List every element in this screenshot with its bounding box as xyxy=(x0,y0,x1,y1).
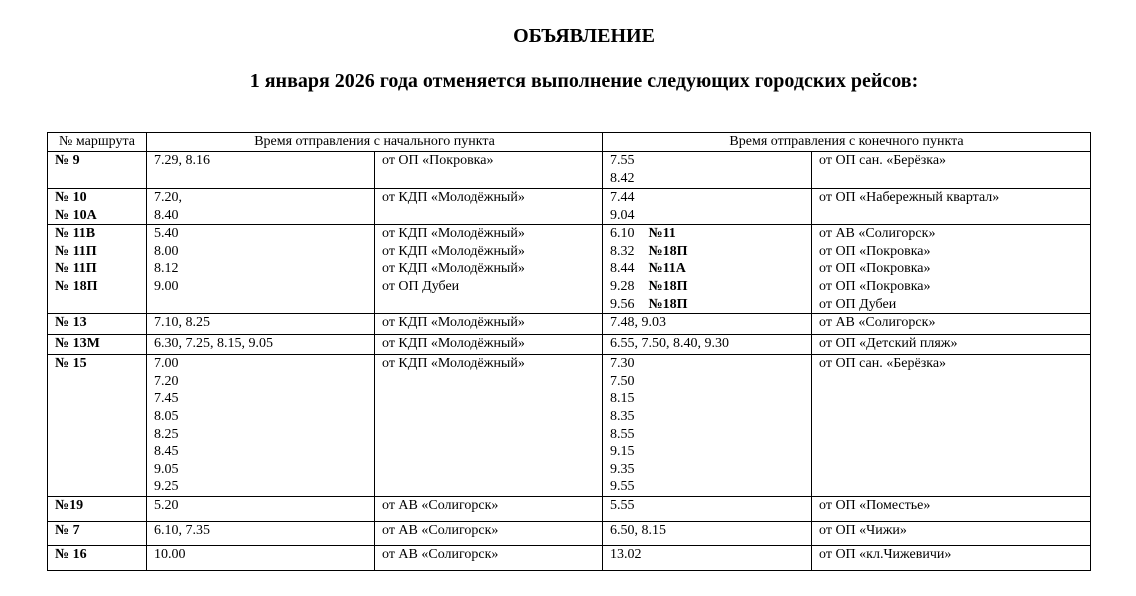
start-stop-cell xyxy=(375,546,603,571)
table-row xyxy=(48,189,1091,225)
route-cell xyxy=(48,355,147,497)
start-times-cell xyxy=(147,314,375,335)
return-time-line xyxy=(610,260,811,278)
departure-stop: от КДП «Молодёжный» xyxy=(382,226,525,242)
departure-stop: от КДП «Молодёжный» xyxy=(382,261,525,277)
route-number: № 10А xyxy=(55,207,97,223)
route-cell xyxy=(48,225,147,314)
route-number: № 11В xyxy=(55,226,96,242)
return-time: 9.56 xyxy=(610,296,635,312)
start-stop-cell xyxy=(375,335,603,355)
departure-stop: от КДП «Молодёжный» xyxy=(382,190,525,205)
route-number: № 13М xyxy=(55,336,100,352)
return-time: 7.44 xyxy=(610,190,635,205)
departure-time: 7.10, 8.25 xyxy=(154,315,210,331)
return-stop: от ОП сан. «Берёзка» xyxy=(819,153,947,168)
table-row xyxy=(48,335,1091,355)
departure-time: 9.00 xyxy=(154,278,179,294)
end-times-cell xyxy=(603,314,812,335)
end-times-cell xyxy=(603,152,812,189)
header-route: № маршрута xyxy=(48,133,147,152)
page-title: ОБЪЯВЛЕНИЕ xyxy=(513,25,655,47)
departure-time: 10.00 xyxy=(154,547,186,563)
route-number: №19 xyxy=(55,498,84,514)
departure-stop: от КДП «Молодёжный» xyxy=(382,336,525,352)
return-time: 9.15 xyxy=(610,444,635,460)
table-row xyxy=(48,225,1091,314)
return-time-line xyxy=(610,373,811,391)
return-time-line xyxy=(610,461,811,479)
return-stop: от АВ «Солигорск» xyxy=(819,226,936,242)
return-time-line xyxy=(610,170,811,188)
return-time: 6.50, 8.15 xyxy=(610,523,667,539)
return-time-line xyxy=(610,390,811,408)
return-time: 8.55 xyxy=(610,426,635,442)
end-times-cell xyxy=(603,335,812,355)
return-route-number: №11 xyxy=(648,226,676,242)
start-stop-cell xyxy=(375,152,603,189)
route-number: № 7 xyxy=(55,523,80,539)
return-time-line xyxy=(610,278,811,296)
start-stop-cell xyxy=(375,225,603,314)
return-time-line xyxy=(610,243,811,261)
route-number: № 16 xyxy=(55,547,87,563)
start-stop-cell xyxy=(375,497,603,522)
return-time: 8.35 xyxy=(610,408,635,424)
return-stop: от ОП «Покровка» xyxy=(819,261,931,277)
return-stop: от ОП «Набережный квартал» xyxy=(819,190,1000,205)
route-cell xyxy=(48,335,147,355)
route-number: № 15 xyxy=(55,356,87,372)
end-stop-cell xyxy=(812,546,1091,571)
return-time: 9.28 xyxy=(610,278,635,294)
return-time-line xyxy=(610,478,811,496)
route-number: № 13 xyxy=(55,315,87,331)
end-times-cell xyxy=(603,497,812,522)
end-stop-cell xyxy=(812,522,1091,546)
return-stop: от ОП «Поместье» xyxy=(819,498,931,514)
return-time-line xyxy=(610,314,811,332)
return-time: 9.04 xyxy=(610,207,635,223)
departure-time: 7.45 xyxy=(154,391,179,407)
departure-time: 9.05 xyxy=(154,461,179,477)
return-time: 8.15 xyxy=(610,391,635,407)
end-times-cell xyxy=(603,355,812,497)
start-stop-cell xyxy=(375,355,603,497)
route-number: № 18П xyxy=(55,278,98,294)
departure-stop: от АВ «Солигорск» xyxy=(382,547,499,563)
return-time: 13.02 xyxy=(610,547,642,563)
start-times-cell xyxy=(147,522,375,546)
return-time: 9.35 xyxy=(610,461,635,477)
page-subtitle: 1 января 2026 года отменяется выполнение следующих городских рейсов: xyxy=(249,70,919,92)
departure-time: 7.20, xyxy=(154,190,182,205)
start-stop-cell xyxy=(375,314,603,335)
return-route-number: №18П xyxy=(648,278,688,294)
route-cell xyxy=(48,152,147,189)
departure-time: 8.40 xyxy=(154,207,179,223)
departure-time: 7.29, 8.16 xyxy=(154,153,210,168)
start-times-cell xyxy=(147,335,375,355)
start-times-cell xyxy=(147,546,375,571)
route-cell xyxy=(48,314,147,335)
start-times-cell xyxy=(147,152,375,189)
return-time-line xyxy=(610,408,811,426)
route-cell xyxy=(48,497,147,522)
return-stop: от ОП сан. «Берёзка» xyxy=(819,356,947,372)
return-stop: от АВ «Солигорск» xyxy=(819,315,936,331)
departure-stop: от АВ «Солигорск» xyxy=(382,523,499,539)
departure-time: 8.00 xyxy=(154,243,179,259)
start-stop-cell xyxy=(375,189,603,225)
end-stop-cell xyxy=(812,152,1091,189)
table-row xyxy=(48,522,1091,546)
end-times-cell xyxy=(603,225,812,314)
table-header-row xyxy=(48,133,1091,152)
return-time: 7.30 xyxy=(610,356,635,372)
start-times-cell xyxy=(147,497,375,522)
return-time: 9.55 xyxy=(610,479,635,495)
return-time: 7.48, 9.03 xyxy=(610,315,667,331)
return-stop: от ОП «Покровка» xyxy=(819,243,931,259)
table-row xyxy=(48,355,1091,497)
end-times-cell xyxy=(603,546,812,571)
header-end: Время отправления с конечного пункта xyxy=(603,133,1091,152)
end-stop-cell xyxy=(812,355,1091,497)
table-row xyxy=(48,314,1091,335)
end-stop-cell xyxy=(812,314,1091,335)
departure-stop: от ОП «Покровка» xyxy=(382,153,494,168)
return-route-number: №18П xyxy=(648,296,688,312)
end-times-cell xyxy=(603,189,812,225)
table-row xyxy=(48,546,1091,571)
return-time-line xyxy=(610,443,811,461)
schedule-table xyxy=(47,132,1091,571)
return-time: 7.50 xyxy=(610,373,635,389)
departure-time: 5.20 xyxy=(154,498,179,514)
departure-stop: от ОП Дубеи xyxy=(382,278,460,294)
header-start: Время отправления с начального пункта xyxy=(147,133,603,152)
route-cell xyxy=(48,546,147,571)
table-row xyxy=(48,152,1091,189)
route-number: № 10 xyxy=(55,190,87,205)
return-time-line xyxy=(610,522,811,540)
return-time-line xyxy=(610,152,811,170)
return-time: 5.55 xyxy=(610,498,635,514)
route-cell xyxy=(48,522,147,546)
return-stop: от ОП «Покровка» xyxy=(819,278,931,294)
departure-time: 5.40 xyxy=(154,226,179,242)
departure-time: 6.30, 7.25, 8.15, 9.05 xyxy=(154,336,273,352)
end-stop-cell xyxy=(812,335,1091,355)
return-time-line xyxy=(610,355,811,373)
return-time: 6.10 xyxy=(610,226,635,242)
return-time-line xyxy=(610,497,811,515)
return-stop: от ОП «Чижи» xyxy=(819,523,907,539)
return-route-number: №18П xyxy=(648,243,688,259)
return-time-line xyxy=(610,296,811,314)
return-time: 6.55, 7.50, 8.40, 9.30 xyxy=(610,336,730,352)
departure-time: 7.20 xyxy=(154,373,179,389)
departure-time: 8.45 xyxy=(154,444,179,460)
return-time-line xyxy=(610,189,811,207)
return-stop: от ОП Дубеи xyxy=(819,296,897,312)
start-stop-cell xyxy=(375,522,603,546)
return-time-line xyxy=(610,426,811,444)
route-number: № 9 xyxy=(55,153,80,168)
table-row xyxy=(48,497,1091,522)
return-stop: от ОП «Детский пляж» xyxy=(819,336,958,352)
return-time-line xyxy=(610,207,811,225)
return-time: 7.55 xyxy=(610,153,635,168)
route-number: № 11П xyxy=(55,243,97,259)
start-times-cell xyxy=(147,225,375,314)
return-time-line xyxy=(610,546,811,564)
departure-time: 8.05 xyxy=(154,408,179,424)
departure-stop: от АВ «Солигорск» xyxy=(382,498,499,514)
departure-time: 7.00 xyxy=(154,356,179,372)
departure-time: 6.10, 7.35 xyxy=(154,523,210,539)
departure-stop: от КДП «Молодёжный» xyxy=(382,315,525,331)
departure-time: 9.25 xyxy=(154,479,179,495)
start-times-cell xyxy=(147,189,375,225)
end-stop-cell xyxy=(812,225,1091,314)
start-times-cell xyxy=(147,355,375,497)
departure-stop: от КДП «Молодёжный» xyxy=(382,356,525,372)
end-times-cell xyxy=(603,522,812,546)
return-stop: от ОП «кл.Чижевичи» xyxy=(819,547,952,563)
route-cell xyxy=(48,189,147,225)
return-route-number: №11А xyxy=(648,261,686,277)
departure-stop: от КДП «Молодёжный» xyxy=(382,243,525,259)
end-stop-cell xyxy=(812,189,1091,225)
return-time: 8.32 xyxy=(610,243,635,259)
return-time: 8.42 xyxy=(610,170,635,186)
departure-time: 8.25 xyxy=(154,426,179,442)
departure-time: 8.12 xyxy=(154,261,179,277)
end-stop-cell xyxy=(812,497,1091,522)
return-time-line xyxy=(610,225,811,243)
route-number: № 11П xyxy=(55,261,97,277)
return-time-line xyxy=(610,335,811,353)
return-time: 8.44 xyxy=(610,261,635,277)
